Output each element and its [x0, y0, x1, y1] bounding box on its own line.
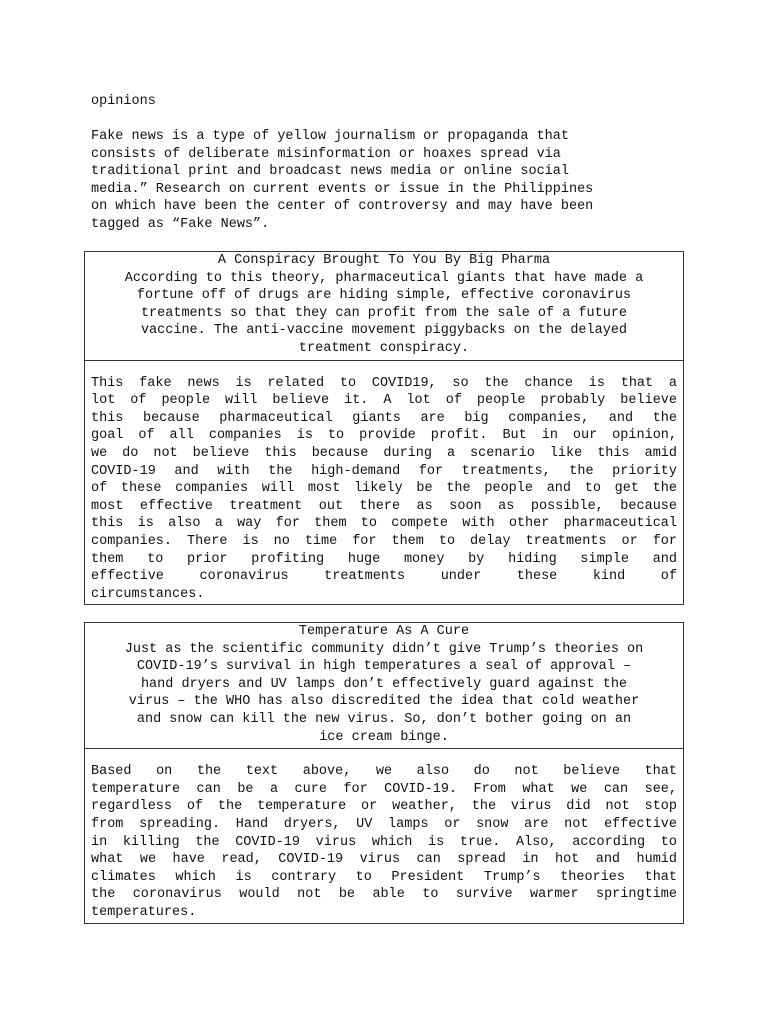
fake-news-summary [85, 252, 683, 361]
opinion-line: regardless of the temperature or weather, the virus did not stop [91, 799, 677, 815]
opinion-line: in killing the COVID-19 virus which is true. Also, according to [91, 834, 677, 850]
opinion-line: effective coronavirus treatments under these kind of [91, 569, 677, 585]
opinion-line: temperatures. [91, 904, 197, 920]
intro-paragraph: Fake news is a type of yellow journalism or propaganda that consists of deliberate misinformation or hoaxes spread via traditional print and broadcast news media or online social media.” Research on current events or issue in the Philippines on which have been the center of controversy and may have been tagged as “Fake News”. [91, 129, 594, 232]
opinion-line: Based on the text above, we also do not believe that [91, 764, 677, 780]
opinion-line: circumstances. [91, 586, 205, 602]
opinion-line: lot of people will believe it. A lot of people probably believe [91, 393, 677, 409]
fake-news-description: According to this theory, pharmaceutical giants that have made a fortune off of drugs are hiding simple, effective coronavirus treatments so that they can profit from the sale of a future vaccine. The anti-vaccine movement piggybacks on the delayed treatment conspiracy. [124, 270, 644, 356]
opinions-heading: opinions [91, 94, 156, 109]
fake-news-title: Temperature As A Cure [298, 624, 470, 639]
opinion-line: climates which is contrary to President Trump’s theories that [91, 869, 677, 885]
fake-news-card-big-pharma [84, 251, 684, 605]
opinion-line: This fake news is related to COVID19, so the chance is that a [91, 375, 677, 391]
opinion-line: them to prior profiting huge money by hiding simple and [91, 551, 677, 567]
opinion-line: companies. There is no time for them to delay treatments or for [91, 533, 677, 549]
opinion-paragraph [85, 749, 683, 921]
opinion-line: goal of all companies is to provide profit. But in our opinion, [91, 428, 677, 444]
opinion-line: what we have read, COVID-19 virus can spread in hot and humid [91, 852, 677, 868]
fake-news-card-temperature [84, 622, 684, 924]
opinion-line: this is also a way for them to compete with other pharmaceutical [91, 516, 677, 532]
opinion-line: we do not believe this because during a scenario like this amid [91, 445, 677, 461]
opinion-line: temperature can be a cure for COVID-19. From what we can see, [91, 781, 677, 797]
opinion-line: from spreading. Hand dryers, UV lamps or snow are not effective [91, 816, 677, 832]
opinion-line: this because pharmaceutical giants are big companies, and the [91, 410, 677, 426]
fake-news-description: Just as the scientific community didn’t give Trump’s theories on COVID-19’s survival in high temperatures a seal of approval – hand dryers and UV lamps don’t effectively guard against the virus – the WHO has also discredited the idea that cold weather and snow can kill the new virus. So, don’t bother going on an ice cream binge. [124, 641, 644, 745]
fake-news-summary [85, 623, 683, 749]
opinion-line: most effective treatment out there as soon as possible, because [91, 498, 677, 514]
opinion-paragraph [85, 361, 683, 604]
opinion-line: COVID-19 and with the high-demand for treatments, the priority [91, 463, 677, 479]
opinion-line: of these companies will most likely be the people and to get the [91, 481, 677, 497]
fake-news-title: A Conspiracy Brought To You By Big Pharma [217, 253, 551, 268]
opinion-line: the coronavirus would not be able to survive warmer springtime [91, 887, 677, 903]
